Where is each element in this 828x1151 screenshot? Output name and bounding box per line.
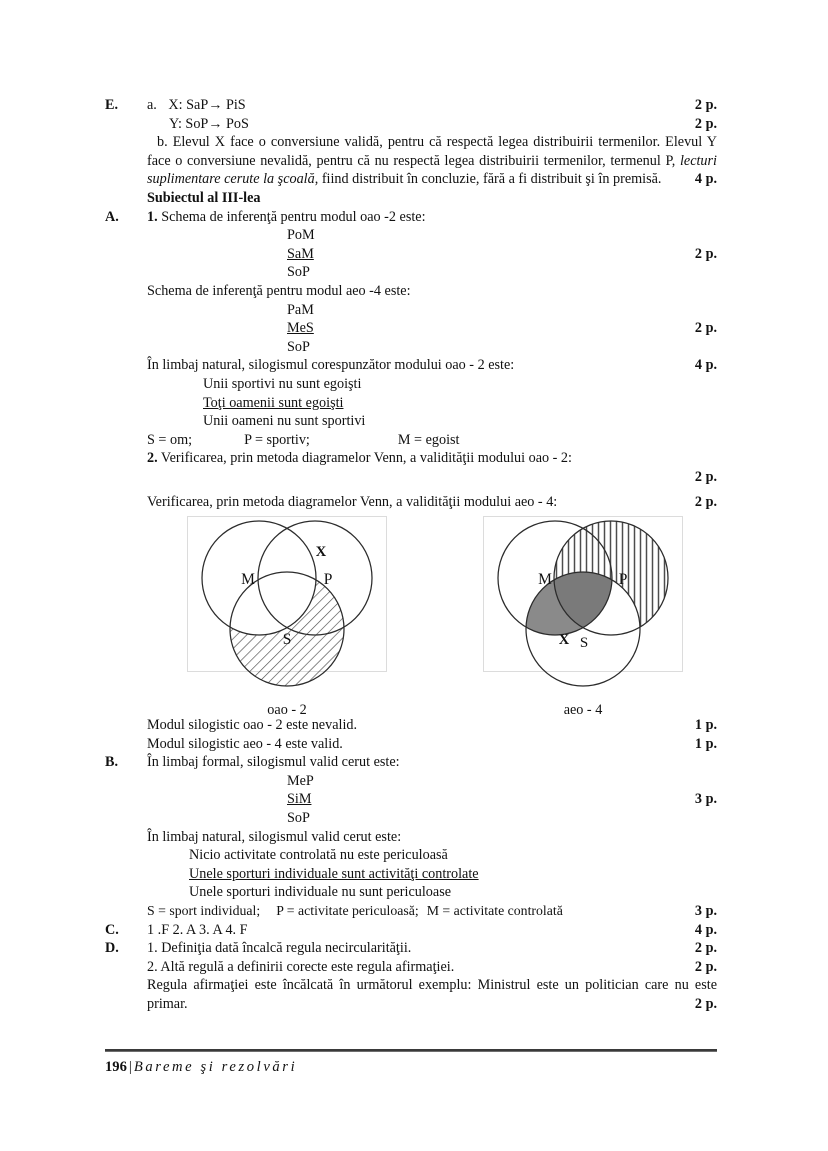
natural-line3: Unii oameni nu sunt sportivi [203, 413, 366, 430]
venn-caption-left: oao - 2 [267, 702, 307, 719]
section-e-b-text-post: , fiind distribuit în concluzie, fără a fi distribuit şi în premisă. [314, 171, 662, 188]
section-a-item3-text: Verificarea, prin metoda diagramelor Venn, a validităţii modului aeo - 4: [147, 494, 558, 511]
section-a-marker: A. [105, 208, 119, 225]
section-d-marker: D. [105, 940, 119, 957]
venn-figure-right [483, 516, 683, 719]
label-p-left: P [323, 571, 333, 589]
section-b-natural3-row [105, 883, 717, 902]
natural-line1: Unii sportivi nu sunt egoişti [203, 375, 362, 392]
section-b-natural-line1: Nicio activitate controlată nu este periculoasă [189, 847, 448, 864]
section-a-item2-points-row [105, 468, 717, 487]
schema2-points: 2 p. [694, 320, 717, 337]
venn-diagram-oao2 [187, 516, 387, 694]
natural-line2-row [105, 394, 717, 413]
section-d-line2: 2. Altă regulă a definirii corecte este regula afirmaţiei. [147, 958, 455, 975]
section-e-a-line1-points: 2 p. [694, 97, 717, 113]
venn-diagram-aeo4 [483, 516, 683, 694]
section-d-line3: Regula afirmaţiei este încălcată în următorul exemplu: Ministrul este un politician care nu este primar. [147, 977, 717, 1012]
section-a-item2 [147, 449, 671, 468]
section-e-a-marker: a. [147, 97, 157, 113]
label-s-left: S [282, 631, 292, 649]
section-b-intro-row [105, 753, 717, 772]
section-e-a-line2: Y: SoP→ PoS [169, 115, 249, 132]
label-x-left: X [315, 544, 327, 561]
legend-a [147, 431, 671, 450]
section-b-natural-line2-wrap [147, 865, 671, 884]
footer-title: Bareme şi rezolvări [133, 1059, 298, 1075]
legend-b-p: P = activitate periculoasă; [276, 903, 419, 918]
schema2-line2: MeS [287, 320, 314, 337]
conclusion1: Modul silogistic oao - 2 este nevalid. [147, 717, 358, 734]
footer-separator: | [128, 1059, 132, 1075]
section-e-b-points-row [105, 170, 717, 189]
section-a-item3-row [105, 493, 717, 512]
section-a-item1-number: 1. [147, 208, 158, 225]
section-e-line-a1 [105, 96, 717, 115]
section-c-points: 4 p. [694, 921, 717, 938]
conclusion2-row [105, 735, 717, 754]
natural-intro-points: 4 p. [694, 357, 717, 374]
legend-b-s: S = sport individual; [147, 903, 261, 918]
section-d-line3-points: 2 p. [694, 995, 717, 1012]
section-a-item3-points: 2 p. [694, 494, 717, 511]
section-b-formal-line3: SoP [287, 810, 310, 827]
conclusion1-row [105, 716, 717, 735]
schema2-line2-wrap [147, 319, 671, 338]
schema2-line1-row [105, 301, 717, 320]
subject-title: Subiectul al III-lea [147, 189, 261, 206]
section-c-marker: C. [105, 921, 119, 938]
conclusion2: Modul silogistic aeo - 4 este valid. [147, 735, 343, 752]
schema2-intro: Schema de inferenţă pentru modul aeo -4 este: [147, 282, 411, 299]
legend-b-m: M = activitate controlată [426, 903, 563, 918]
section-b-formal-line1: MeP [287, 772, 314, 789]
section-c-answers: 1 .F 2. A 3. A 4. F [147, 921, 248, 938]
section-a-item2-row [105, 449, 717, 468]
section-e-marker: E. [105, 97, 119, 113]
section-d-line2-row [105, 958, 717, 977]
venn-caption-right: aeo - 4 [563, 702, 603, 719]
section-c-row [105, 921, 717, 940]
natural-intro: În limbaj natural, silogismul corespunzător modului oao - 2 este: [147, 357, 515, 374]
natural-line1-row [105, 375, 717, 394]
label-p-right: P [618, 571, 628, 589]
schema1-line2: SaM [287, 245, 314, 262]
section-b-formal-line2: SiM [287, 791, 312, 808]
section-d-line3-points-row [105, 995, 717, 1014]
natural-line3-row [105, 412, 717, 431]
legend-a-row [105, 431, 717, 450]
section-a-item1-text: Schema de inferenţă pentru modul oao -2 este: [157, 208, 426, 225]
section-e-a-body [147, 96, 671, 115]
section-b-formal-line2-wrap [147, 790, 671, 809]
section-e-a-line2-points: 2 p. [694, 115, 717, 132]
section-b-natural2-row [105, 865, 717, 884]
section-b-natural1-row [105, 846, 717, 865]
section-a-item1 [147, 208, 671, 227]
schema1-line2-row [105, 245, 717, 264]
schema2-line1: PaM [287, 301, 314, 318]
section-b-formal-points: 3 p. [694, 791, 717, 808]
conclusion1-points: 1 p. [694, 717, 717, 734]
section-b-natural-intro-row [105, 828, 717, 847]
subject-title-row [105, 189, 717, 208]
schema1-line2-wrap [147, 245, 671, 264]
natural-line2-wrap [147, 394, 671, 413]
venn-figures [105, 516, 717, 719]
section-b-natural-line3: Unele sporturi individuale nu sunt periculoase [189, 884, 452, 901]
section-b-formal1-row [105, 772, 717, 791]
spacer-body [147, 468, 671, 487]
schema1-line3-row [105, 263, 717, 282]
schema2-line3-row [105, 338, 717, 357]
footer-page-number: 196 [105, 1059, 127, 1075]
legend-b-points: 3 p. [694, 903, 717, 919]
schema2-intro-row [105, 282, 717, 301]
natural-line2: Toţi oamenii sunt egoişti [203, 394, 344, 411]
venn-figure-left [187, 516, 387, 719]
section-d-line1: 1. Definiţia dată încalcă regula necircularităţii. [147, 940, 412, 957]
section-e-b-points: 4 p. [694, 171, 717, 188]
section-d-line1-row [105, 939, 717, 958]
section-b-formal2-row [105, 790, 717, 809]
section-b-formal3-row [105, 809, 717, 828]
section-a-item1-row [105, 208, 717, 227]
section-b-natural-intro: În limbaj natural, silogismul valid cerut este: [147, 828, 402, 845]
section-e-b-text-italic: lecturi suplimentare cerute la şcoală [147, 152, 717, 188]
label-s-right: S [579, 635, 589, 652]
schema1-line3: SoP [287, 264, 310, 281]
schema2-line3: SoP [287, 338, 310, 355]
label-x-right: X [558, 632, 570, 649]
section-e-b-text-pre: b. Elevul X face o conversiune validă, pentru că respectă legea distribuirii termenilor. Elevul Y face o conversiune nevalidă, pentru că nu respectă legea distribuirii termenilor, termenul P, [147, 134, 717, 169]
natural-intro-row [105, 356, 717, 375]
legend-a-m: M = egoist [397, 431, 460, 448]
schema1-points: 2 p. [694, 245, 717, 262]
conclusion2-points: 1 p. [694, 735, 717, 752]
footer [105, 1059, 297, 1076]
legend-a-s: S = om; [147, 431, 193, 448]
section-b-marker: B. [105, 754, 119, 771]
spacer-body [147, 995, 671, 1014]
label-m-left: M [241, 571, 255, 589]
section-e-a-line1: X: SaP→ PiS [168, 97, 246, 113]
footer-divider [105, 1049, 717, 1052]
section-e-line-a2 [105, 115, 717, 134]
legend-a-p: P = sportiv; [244, 431, 310, 448]
legend-b-row [105, 902, 717, 921]
schema1-line1-row [105, 226, 717, 245]
section-b-natural-line2: Unele sporturi individuale sunt activităţi controlate [189, 865, 479, 882]
section-d-line2-points: 2 p. [694, 958, 717, 975]
schema2-line2-row [105, 319, 717, 338]
section-a-item2-text: Verificarea, prin metoda diagramelor Venn, a validităţii modului oao - 2: [157, 450, 572, 467]
section-a-item2-number: 2. [147, 450, 158, 467]
legend-b [147, 902, 677, 921]
page-content [105, 96, 717, 1014]
section-b-formal-intro: În limbaj formal, silogismul valid cerut este: [147, 754, 400, 771]
section-d-line1-points: 2 p. [694, 940, 717, 957]
section-a-item2-points: 2 p. [694, 468, 717, 485]
schema1-line1: PoM [287, 227, 315, 244]
label-m-right: M [538, 571, 552, 589]
spacer-body [147, 170, 671, 189]
